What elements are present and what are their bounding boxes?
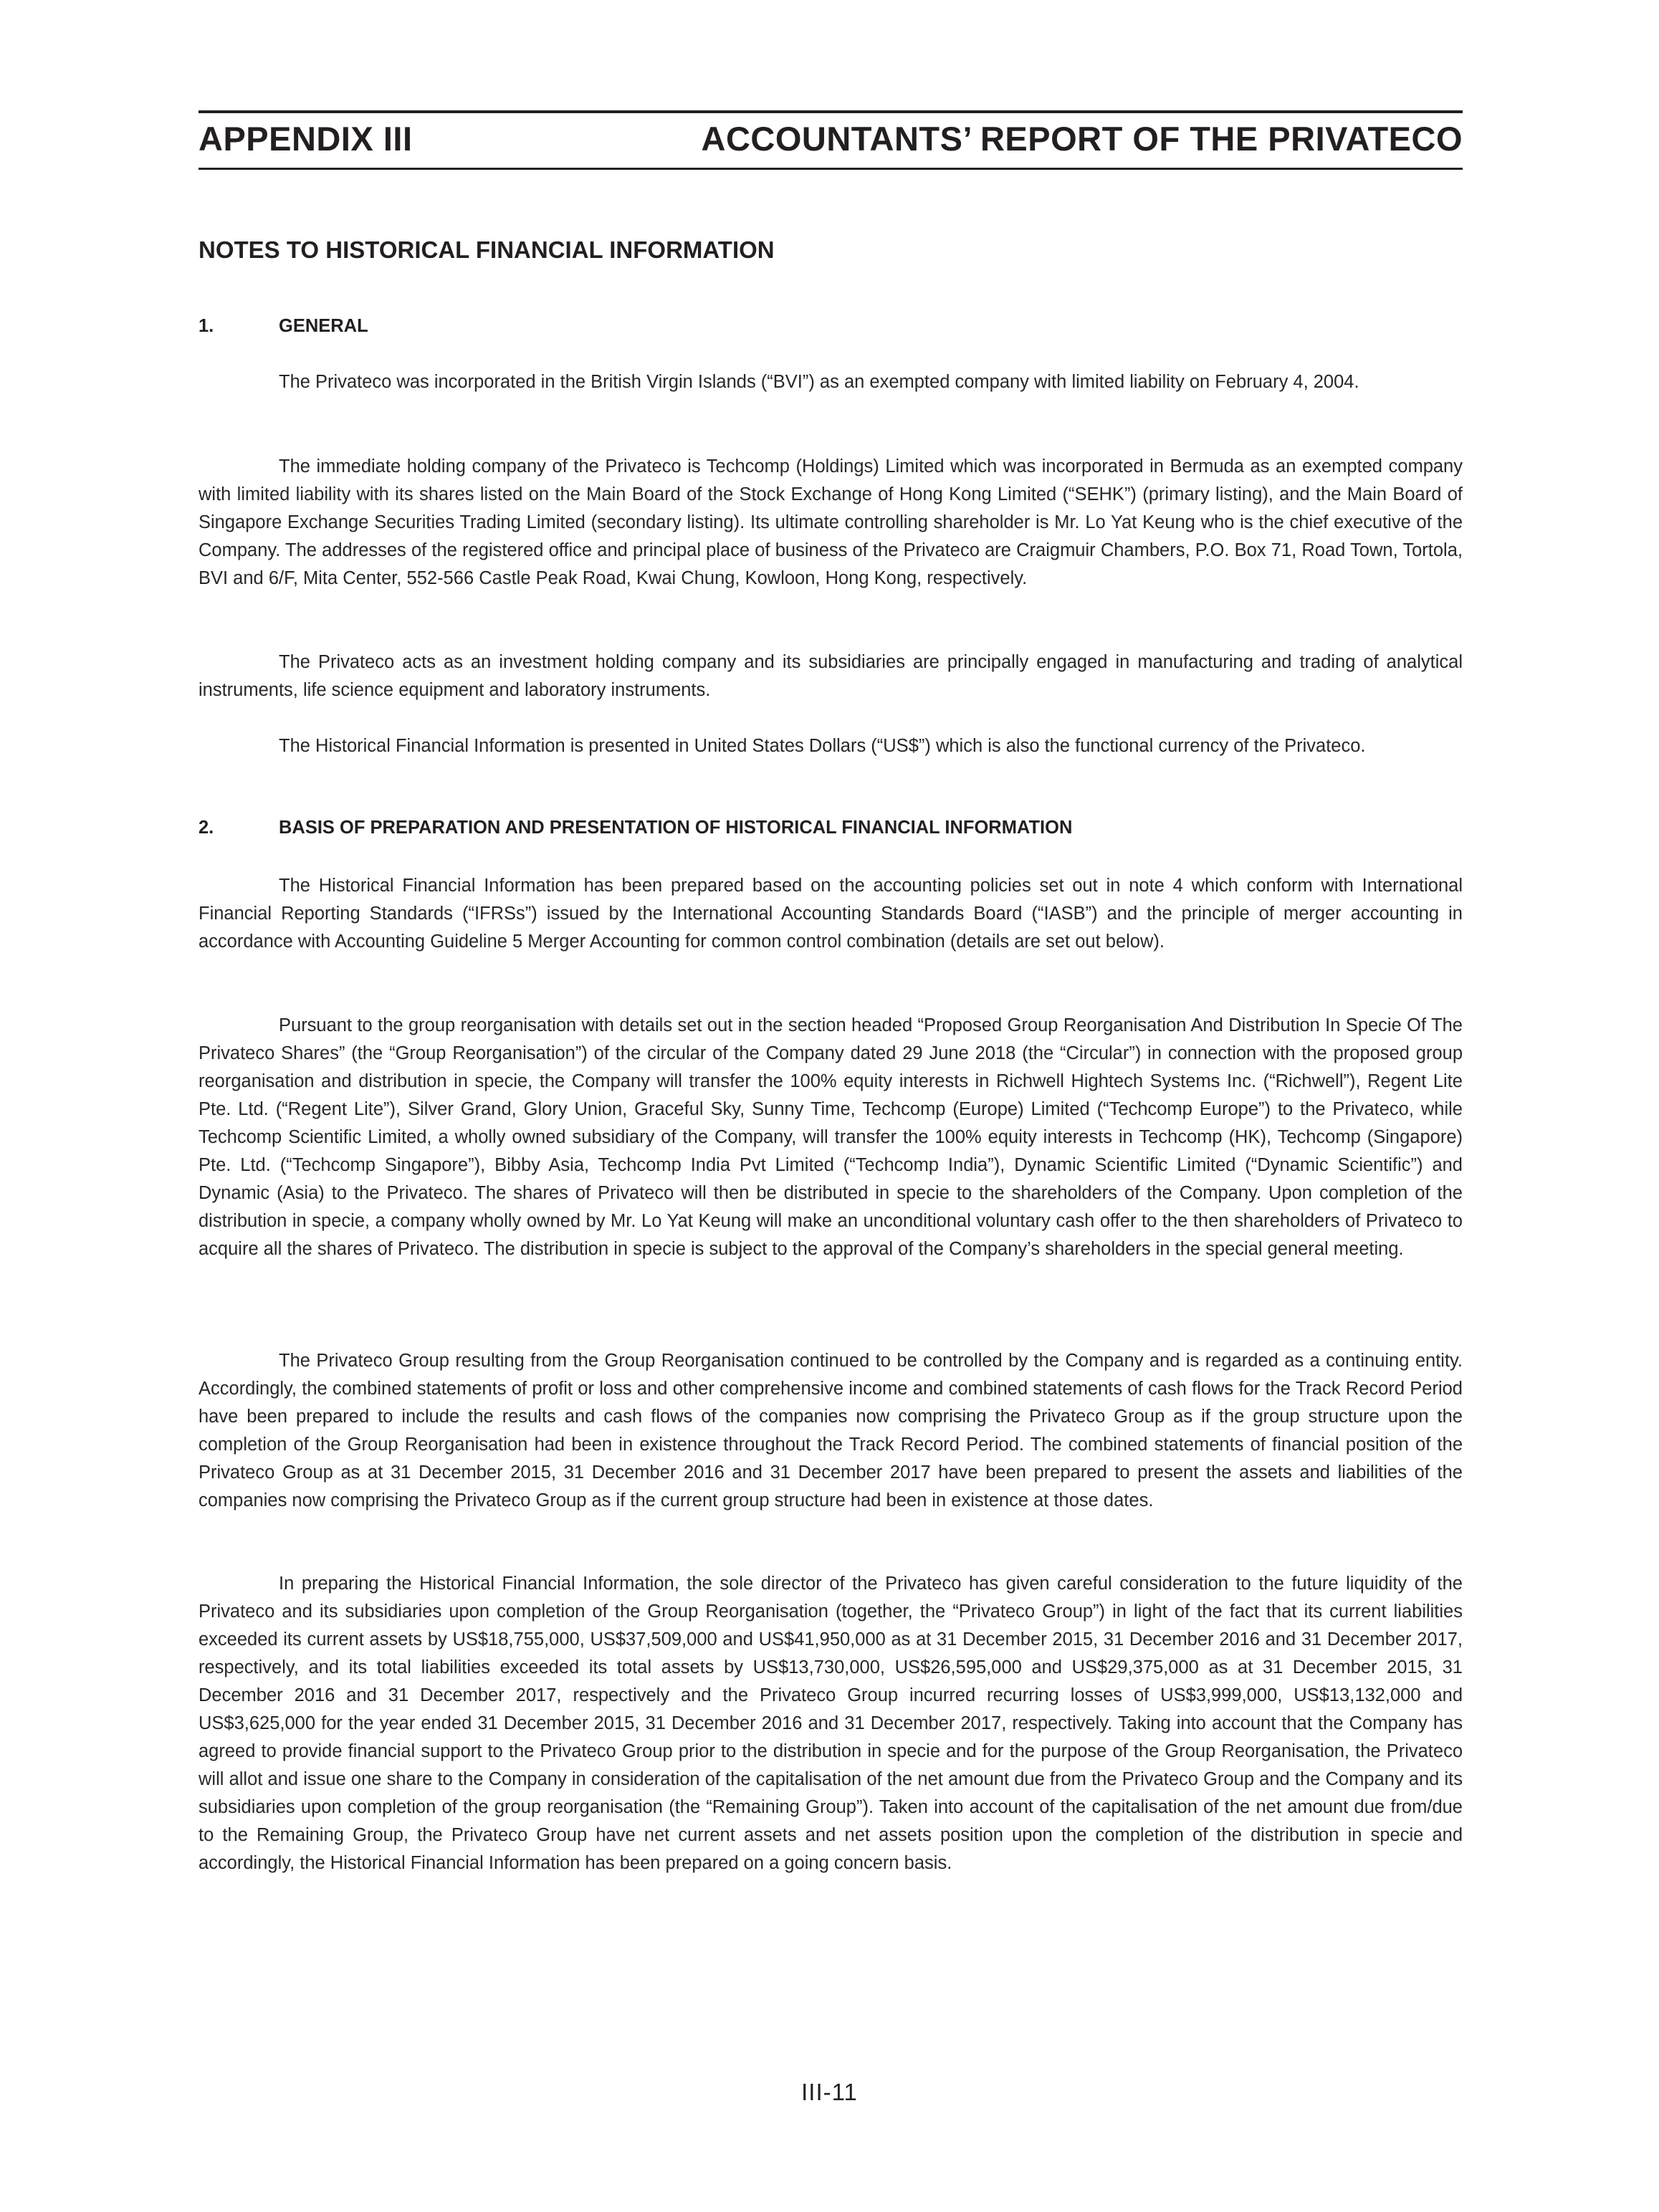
report-title: ACCOUNTANTS’ REPORT OF THE PRIVATECO xyxy=(701,120,1463,158)
header-top-rule xyxy=(199,110,1463,113)
paragraph: The Privateco Group resulting from the Group Reorganisation continued to be controlled by the Company and is regarded as a continuing entity. Accordingly, the combined statements of profit or loss and other comprehensive income and combined statements of cash flows for the Track Record Period have been prepared to include the results and cash flows of the companies now comprising the Privateco Group as if the group structure upon the completion of the Group Reorganisation had been in existence throughout the Track Record Period. The combined statements of financial position of the Privateco Group as at 31 December 2015, 31 December 2016 and 31 December 2017 have been prepared to present the assets and liabilities of the companies now comprising the Privateco Group as if the current group structure had been in existence at those dates. xyxy=(199,1351,1463,1510)
page-number: III-11 xyxy=(801,2079,858,2105)
paragraph: The Historical Financial Information has been prepared based on the accounting policies set out in note 4 which conform with International Financial Reporting Standards (“IFRSs”) issued by the International Accounting Standards Board (“IASB”) and the principle of merger accounting in accordance with Accounting Guideline 5 Merger Accounting for common control combination (details are set out below). xyxy=(199,876,1463,952)
paragraph: Pursuant to the group reorganisation with details set out in the section headed “Proposed Group Reorganisation And Distribution In Specie Of The Privateco Shares” (the “Group Reorganisation”) of the circular of the Company dated 29 June 2018 (the “Circular”) in connection with the proposed group reorganisation and distribution in specie, the Company will transfer the 100% equity interests in Richwell Hightech Systems Inc. (“Richwell”), Regent Lite Pte. Ltd. (“Regent Lite”), Silver Grand, Glory Union, Graceful Sky, Sunny Time, Techcomp (Europe) Limited (“Techcomp Europe”) to the Privateco, while Techcomp Scientific Limited, a wholly owned subsidiary of the Company, will transfer the 100% equity interests in Techcomp (HK), Techcomp (Singapore) Pte. Ltd. (“Techcomp Singapore”), Bibby Asia, Techcomp India Pvt Limited (“Techcomp India”), Dynamic Scientific Limited (“Dynamic Scientific”) and Dynamic (Asia) to the Privateco. The shares of Privateco will then be distributed in specie to the shareholders of the Company. Upon completion of the distribution in specie, a company wholly owned by Mr. Lo Yat Keung will make an unconditional voluntary cash offer to the then shareholders of Privateco to acquire all the shares of Privateco. The distribution in specie is subject to the approval of the Company’s shareholders in the special general meeting. xyxy=(199,1015,1463,1259)
paragraph: In preparing the Historical Financial Information, the sole director of the Privateco has given careful consideration to the future liquidity of the Privateco and its subsidiaries upon completion of the Group Reorganisation (together, the “Privateco Group”) in light of the fact that its current liabilities exceeded its current assets by US$18,755,000, US$37,509,000 and US$41,950,000 as at 31 December 2015, 31 December 2016 and 31 December 2017, respectively, and its total liabilities exceeded its total assets by US$13,730,000, US$26,595,000 and US$29,375,000 as at 31 December 2015, 31 December 2016 and 31 December 2017, respectively and the Privateco Group incurred recurring losses of US$3,999,000, US$13,132,000 and US$3,625,000 for the year ended 31 December 2015, 31 December 2016 and 31 December 2017, respectively. Taking into account that the Company has agreed to provide financial support to the Privateco Group prior to the distribution in specie and for the purpose of the Group Reorganisation, the Privateco will allot and issue one share to the Company in consideration of the capitalisation of the net amount due from the Privateco Group and the Company and its subsidiaries upon completion of the group reorganisation (the “Remaining Group”). Taken into account of the capitalisation of the net amount due from/due to the Remaining Group, the Privateco Group have net current assets and net assets position upon the completion of the distribution in specie and accordingly, the Historical Financial Information has been prepared on a going concern basis. xyxy=(199,1574,1463,1873)
paragraph: The immediate holding company of the Privateco is Techcomp (Holdings) Limited which was incorporated in Bermuda as an exempted company with limited liability with its shares listed on the Main Board of the Stock Exchange of Hong Kong Limited (“SEHK”) (primary listing), and the Main Board of Singapore Exchange Securities Trading Limited (secondary listing). Its ultimate controlling shareholder is Mr. Lo Yat Keung who is the chief executive of the Company. The addresses of the registered office and principal place of business of the Privateco are Craigmuir Chambers, P.O. Box 71, Road Town, Tortola, BVI and 6/F, Mita Center, 552-566 Castle Peak Road, Kwai Chung, Kowloon, Hong Kong, respectively. xyxy=(199,456,1463,588)
heading-text: BASIS OF PREPARATION AND PRESENTATION OF HISTORICAL FINANCIAL INFORMATION xyxy=(279,818,1073,838)
heading-basis-of-preparation xyxy=(199,815,1072,841)
heading-general xyxy=(199,313,368,339)
paragraph: The Privateco acts as an investment holding company and its subsidiaries are principally engaged in manufacturing and trading of analytical instruments, life science equipment and laboratory instruments. xyxy=(199,652,1463,700)
appendix-label: APPENDIX III xyxy=(199,120,413,158)
section-title: NOTES TO HISTORICAL FINANCIAL INFORMATION xyxy=(199,236,775,263)
heading-number: 2. xyxy=(199,818,214,838)
paragraph: The Historical Financial Information is presented in United States Dollars (“US$”) which is also the functional currency of the Privateco. xyxy=(279,736,1366,756)
header-bottom-rule xyxy=(199,168,1463,170)
heading-number: 1. xyxy=(199,316,214,336)
paragraph: The Privateco was incorporated in the British Virgin Islands (“BVI”) as an exempted company with limited liability on February 4, 2004. xyxy=(279,372,1359,392)
heading-text: GENERAL xyxy=(279,316,368,336)
